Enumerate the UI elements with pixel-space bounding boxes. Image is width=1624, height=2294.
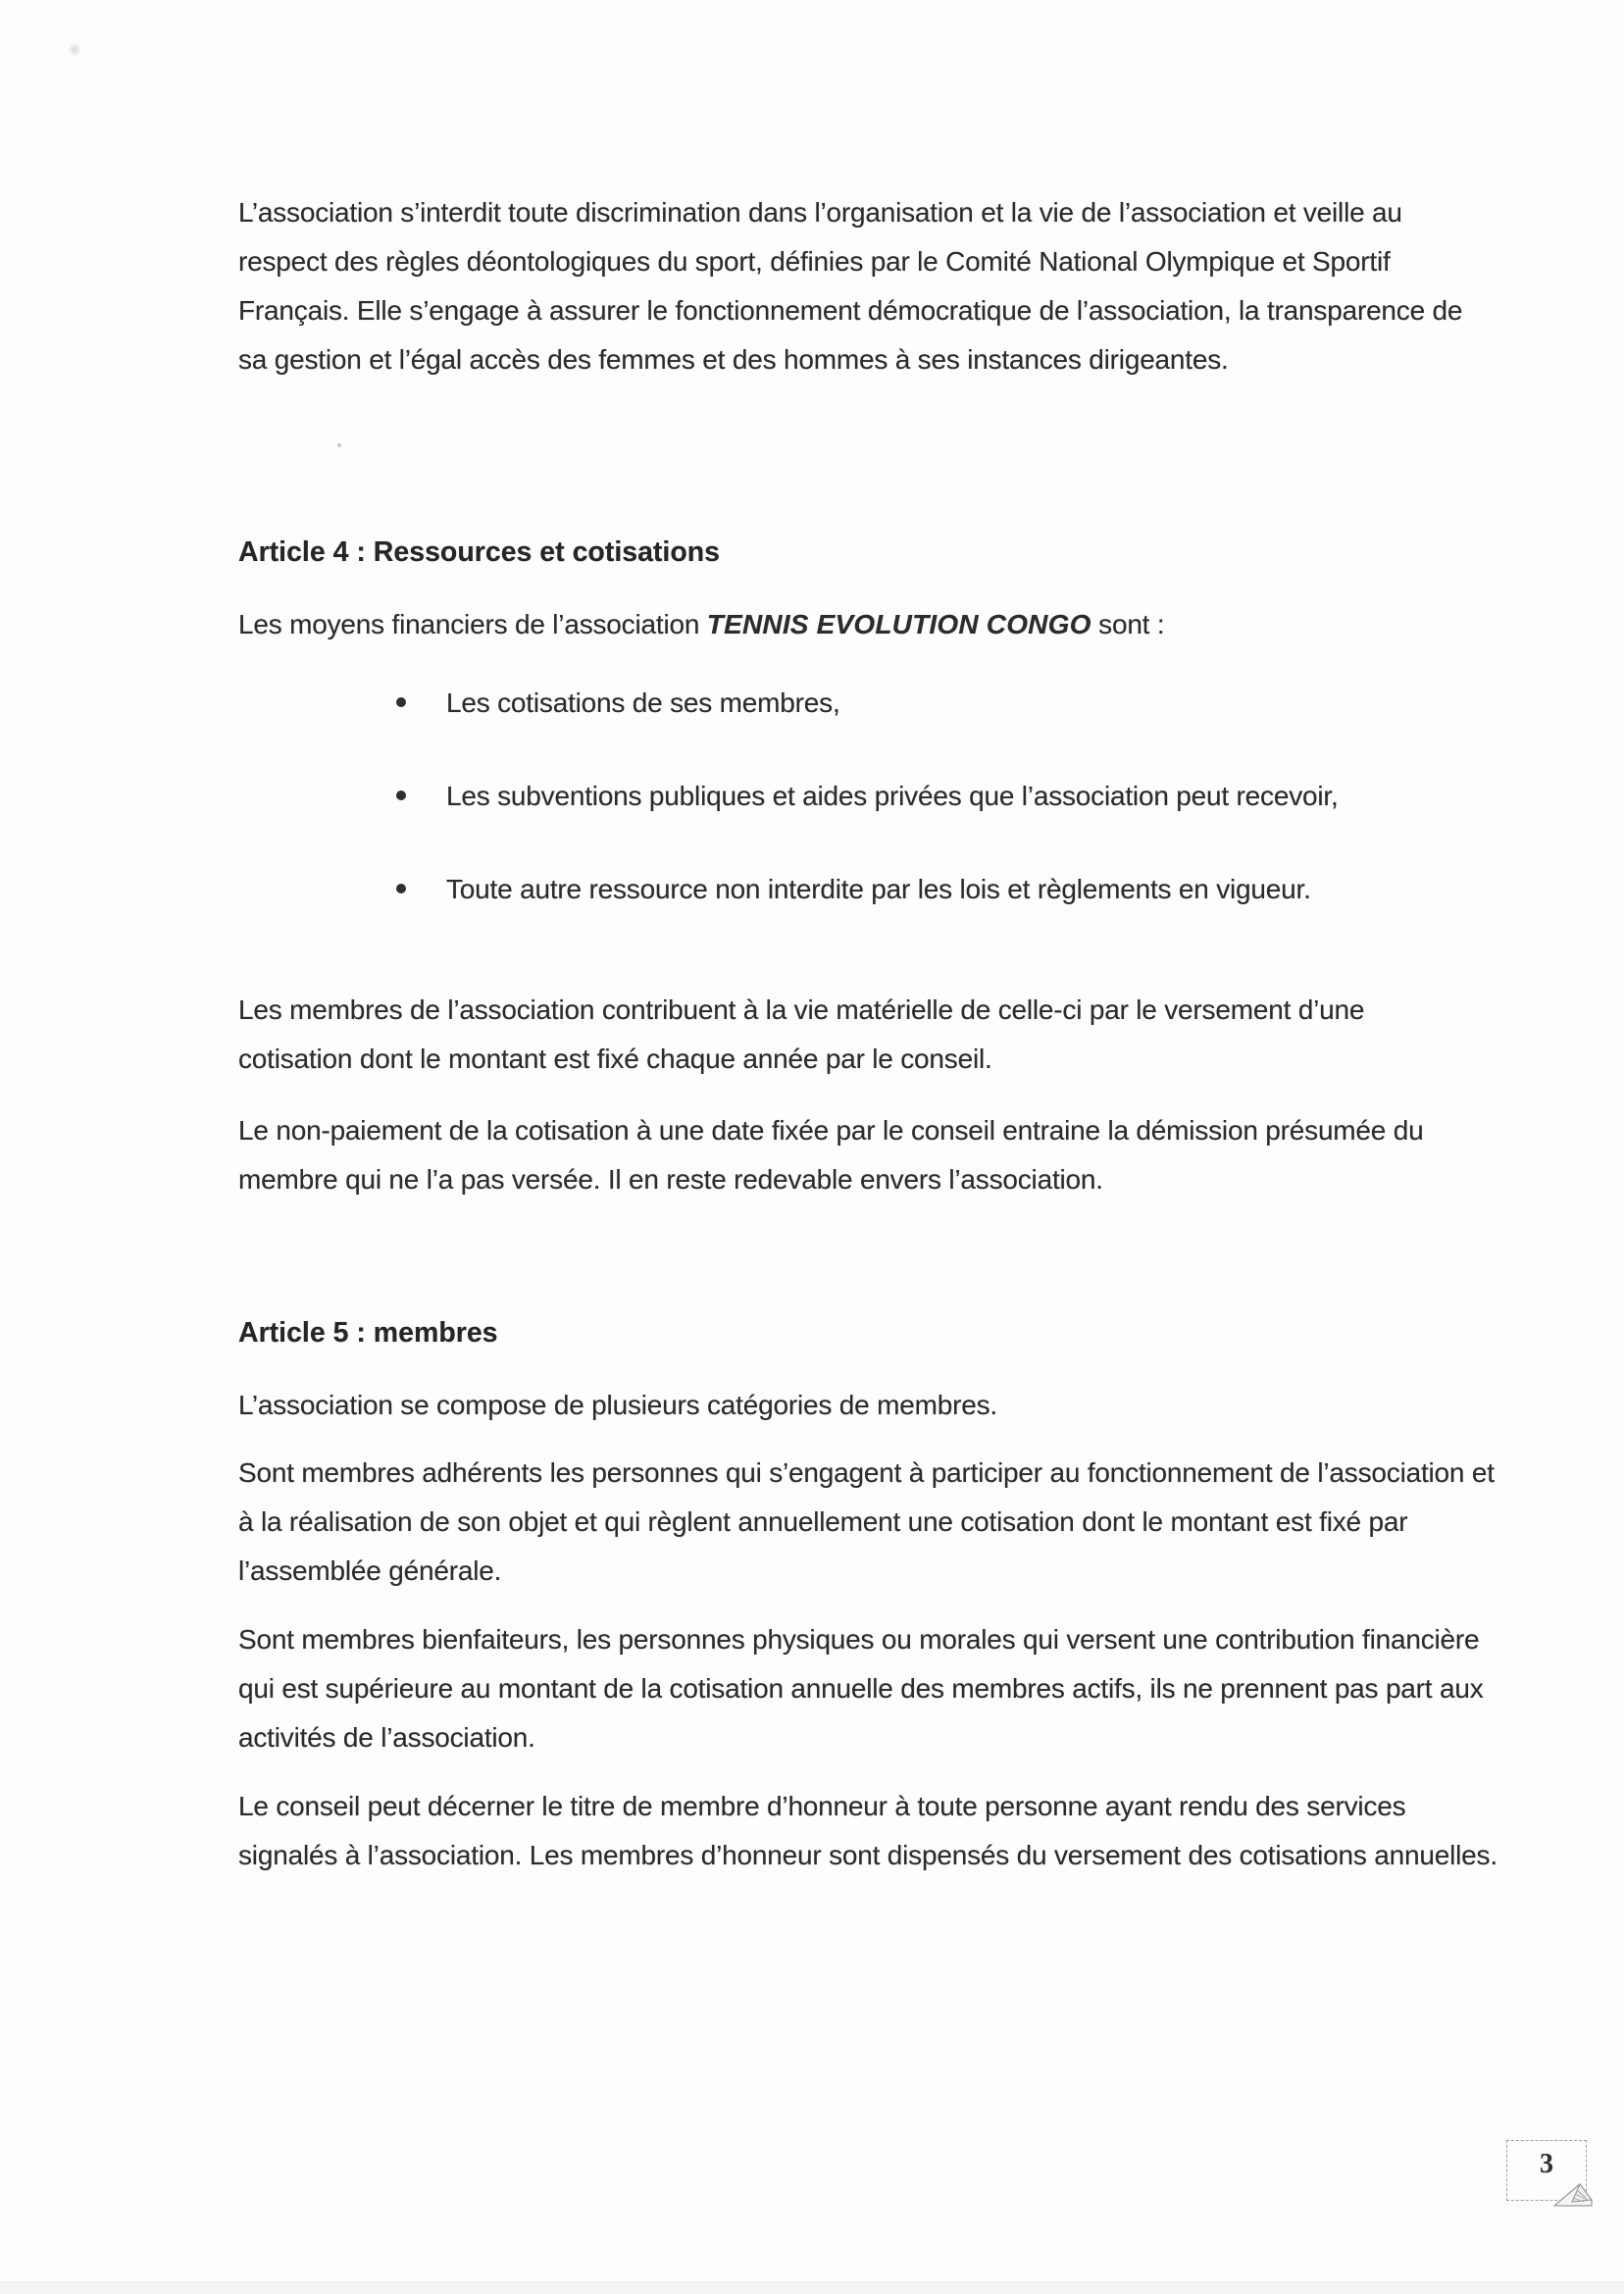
folded-corner-icon <box>1550 2172 1596 2210</box>
article4-intro-prefix: Les moyens financiers de l’association <box>238 609 707 639</box>
page-number: 3 <box>1540 2149 1553 2179</box>
cotisation-paragraph: Les membres de l’association contribuent à la vie matérielle de celle-ci par le versement d’une cotisation dont le montant est fixé chaque année par le conseil. <box>238 994 1365 1074</box>
categories-paragraph: L’association se compose de plusieurs catégories de membres. <box>238 1390 997 1420</box>
membres-adherents-paragraph: Sont membres adhérents les personnes qui s’engagent à participer au fonctionnement de l’association et à la réalisation de son objet et qui règlent annuellement une cotisation dont le montant est fixé par l’assemblée générale. <box>238 1457 1495 1586</box>
resource-bullet-item <box>396 772 1465 821</box>
bullet-icon <box>396 884 406 893</box>
membres-bienfaiteurs-paragraph: Sont membres bienfaiteurs, les personnes physiques ou morales qui versent une contribution financière qui est supérieure au montant de la cotisation annuelle des membres actifs, ils ne prennent pas part aux activités de l’association. <box>238 1624 1484 1753</box>
intro-paragraph: L’association s’interdit toute discrimination dans l’organisation et la vie de l’association et veille au respect des règles déontologiques du sport, définies par le Comité National Olympique et Sportif Français. Elle s’engage à assurer le fonctionnement démocratique de l’association, la transparence de sa gestion et l’égal accès des femmes et des hommes à ses instances dirigeantes. <box>238 197 1463 375</box>
resource-bullet-item <box>396 679 1465 728</box>
scan-artifact-smudge <box>67 43 82 56</box>
article5-heading: Article 5 : membres <box>238 1317 498 1349</box>
scanner-edge-band <box>0 2281 1624 2294</box>
bullet-icon <box>396 790 406 800</box>
resource-bullet-item <box>396 865 1465 914</box>
resource-bullet-text: Les cotisations de ses membres, <box>446 688 840 718</box>
page-number-box <box>1506 2140 1587 2201</box>
resource-bullet-text: Toute autre ressource non interdite par les lois et règlements en vigueur. <box>446 874 1311 904</box>
non-paiement-paragraph: Le non-paiement de la cotisation à une date fixée par le conseil entraine la démission présumée du membre qui ne l’a pas versée. Il en reste redevable envers l’association. <box>238 1115 1424 1195</box>
bullet-icon <box>396 697 406 707</box>
membres-honneur-paragraph: Le conseil peut décerner le titre de membre d’honneur à toute personne ayant rendu des services signalés à l’association. Les membres d’honneur sont dispensés du versement des cotisations annuelles. <box>238 1791 1497 1870</box>
resource-bullet-text: Les subventions publiques et aides privées que l’association peut recevoir, <box>446 781 1339 811</box>
scan-artifact-dot <box>337 443 341 447</box>
association-name: TENNIS EVOLUTION CONGO <box>706 609 1091 639</box>
article4-intro-line <box>238 600 1464 649</box>
article4-heading: Article 4 : Ressources et cotisations <box>238 536 721 568</box>
article4-intro-suffix: sont : <box>1091 609 1165 639</box>
